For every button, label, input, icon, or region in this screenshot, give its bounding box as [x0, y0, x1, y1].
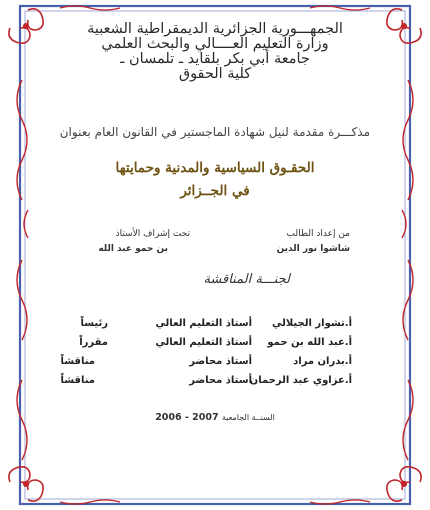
jury-member-role: رئيساً	[80, 318, 108, 329]
jury-member-role: مقرراً	[79, 337, 108, 348]
prepared-by-label: من إعداد الطالب	[286, 229, 350, 239]
jury-member-name: أ.بدران مراد	[293, 356, 352, 367]
jury-member-name: أ.عزاوي عبد الرحمان	[249, 375, 352, 386]
header-university: جامعة أبي بكر بلقايد ـ تلمسان ـ	[120, 51, 310, 67]
jury-member-rank: أستاذ محاضر	[189, 375, 252, 386]
header-ministry: وزارة التعليم العــــالي والبحث العلمي	[101, 36, 329, 52]
jury-member-role: مناقشاً	[60, 356, 95, 367]
header-faculty: كلية الحقوق	[178, 66, 252, 82]
jury-title: لجنـــة المناقشة	[203, 272, 290, 287]
academic-year-value: 2006 - 2007	[155, 412, 219, 423]
thesis-intro: مذكـــرة مقدمة لنيل شهادة الماجستير في القانون العام بعنوان	[59, 125, 370, 139]
jury-member-rank: أستاذ التعليم العالي	[155, 318, 252, 329]
jury-member-name: أ.عبد الله بن حمو	[267, 337, 352, 348]
header-republic: الجمهـــورية الجزائرية الديمقراطية الشعبية	[87, 21, 343, 37]
student-name: شاشوا نور الدين	[276, 244, 350, 254]
supervisor-label: تحت إشراف الأستاذ	[115, 229, 190, 239]
jury-member-rank: أستاذ التعليم العالي	[155, 337, 252, 348]
thesis-title-line2: في الجــزائر	[180, 183, 250, 199]
supervisor-name: بن حمو عبد الله	[98, 244, 168, 254]
academic-year	[100, 412, 330, 423]
jury-member-role: مناقشاً	[60, 375, 95, 386]
jury-member-rank: أستاذ محاضر	[189, 356, 252, 367]
thesis-title-line1: الحقـوق السياسية والمدنية وحمايتها	[115, 160, 315, 176]
academic-year-label: السنــة الجامعية	[221, 413, 275, 422]
jury-member-name: أ.تشوار الجيلالي	[271, 318, 352, 329]
